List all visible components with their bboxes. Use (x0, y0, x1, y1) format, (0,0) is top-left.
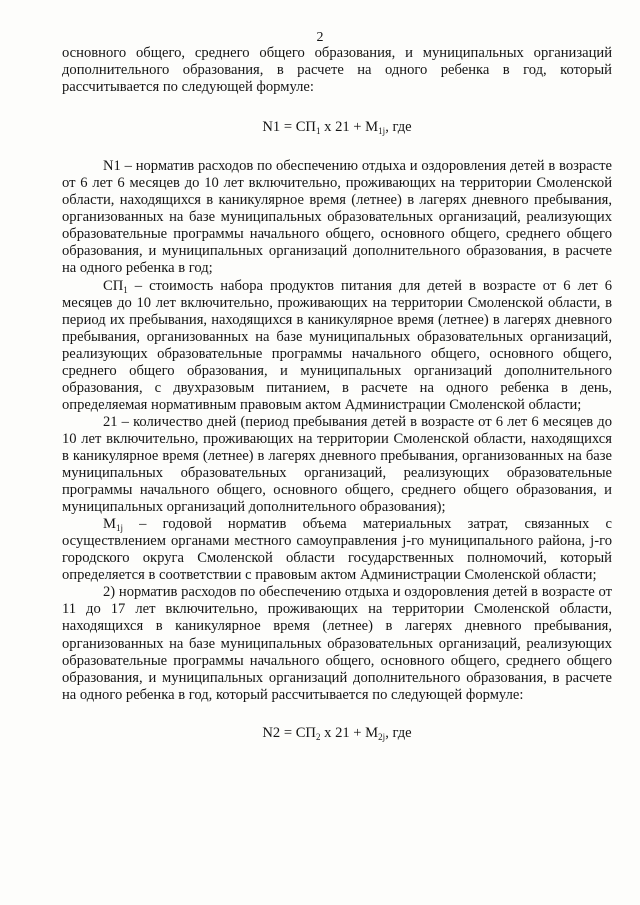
document-body (62, 45, 612, 764)
formula-n2-mid: x 21 + M (320, 724, 379, 741)
definition-m1j-lead: M (103, 516, 116, 533)
definition-sp1-lead: СП (103, 277, 124, 294)
definition-sp1-text: – стоимость набора продуктов питания для детей в возрасте от 6 лет 6 месяцев до 10 лет включительно, проживающих на территории Смоленской области, в период их пребывания, находящихся в каникулярное время (летнее) в лагерях дневного пребывания, организованных на базе муниципальных образовательных организаций, реализующих образовательные программы начального общего, основного общего, среднего общего образования, и муниципальных организаций дополнительного образования, с двухразовым питанием, в расчете на одного ребенка в день, определяемая нормативным правовым актом Администрации Смоленской области; (62, 277, 612, 413)
definition-sp1-sub: 1 (123, 284, 128, 295)
item-2-paragraph: 2) норматив расходов по обеспечению отдыха и оздоровления детей в возрасте от 11 до 17 лет включительно, проживающих на территории Смоленской области, находящихся в каникулярное время (летнее) в лагерях дневного пребывания, организованных на базе муниципальных образовательных организаций, реализующих образовательные программы начального общего, основного общего, среднего общего образования, и муниципальных организаций дополнительного образования, в расчете на одного ребенка в год, который рассчитывается по следующей формуле: (62, 584, 612, 703)
formula-n1-sub1: 1 (315, 126, 321, 137)
formula-n1-sub2: 1j (378, 126, 386, 137)
definition-21: 21 – количество дней (период пребывания детей в возрасте от 6 лет 6 месяцев до 10 лет включительно, проживающих на территории Смоленской области, находящихся в каникулярное время (летнее) в лагерях дневного пребывания, организованных на базе муниципальных образовательных организаций, реализующих образовательные программы начального общего, основного общего, среднего общего образования, и муниципальных организаций дополнительного образования); (62, 413, 612, 516)
formula-n1-tail: , где (385, 119, 412, 136)
definition-sp1 (62, 278, 612, 414)
formula-n2-sub1: 2 (315, 731, 321, 742)
formula-n1-mid: x 21 + M (320, 119, 379, 136)
formula-n2-tail: , где (385, 724, 412, 741)
intro-paragraph: основного общего, среднего общего образования, и муниципальных организаций дополнительного образования, в расчете на одного ребенка в год, который рассчитывается по следующей формуле: (62, 45, 612, 96)
formula-n2-sub2: 2j (378, 731, 386, 742)
definition-m1j-sub: 1j (115, 523, 123, 534)
definition-m1j-text: – годовой норматив объема материальных затрат, связанных с осуществлением органами местного самоуправления j-го муниципального района, j-го городского округа Смоленской области государственных полномочий, который определяется в соответствии с правовым актом Администрации Смоленской области; (62, 516, 612, 584)
page-number: 2 (316, 30, 324, 45)
definition-n1: N1 – норматив расходов по обеспечению отдыха и оздоровления детей в возрасте от 6 лет 6 месяцев до 10 лет включительно, проживающих на территории Смоленской области, находящихся в каникулярное время (летнее) в лагерях дневного пребывания, организованных на базе муниципальных образовательных организаций, реализующих образовательные программы начального общего, основного общего, среднего общего образования, и муниципальных организаций дополнительного образования, в расчете на одного ребенка в год; (62, 158, 612, 277)
formula-n2-lhs: N2 = СП (262, 724, 316, 741)
formula-n1-lhs: N1 = СП (262, 119, 316, 136)
formula-n2 (62, 725, 612, 742)
definition-m1j (62, 516, 612, 584)
formula-n1 (62, 119, 612, 136)
